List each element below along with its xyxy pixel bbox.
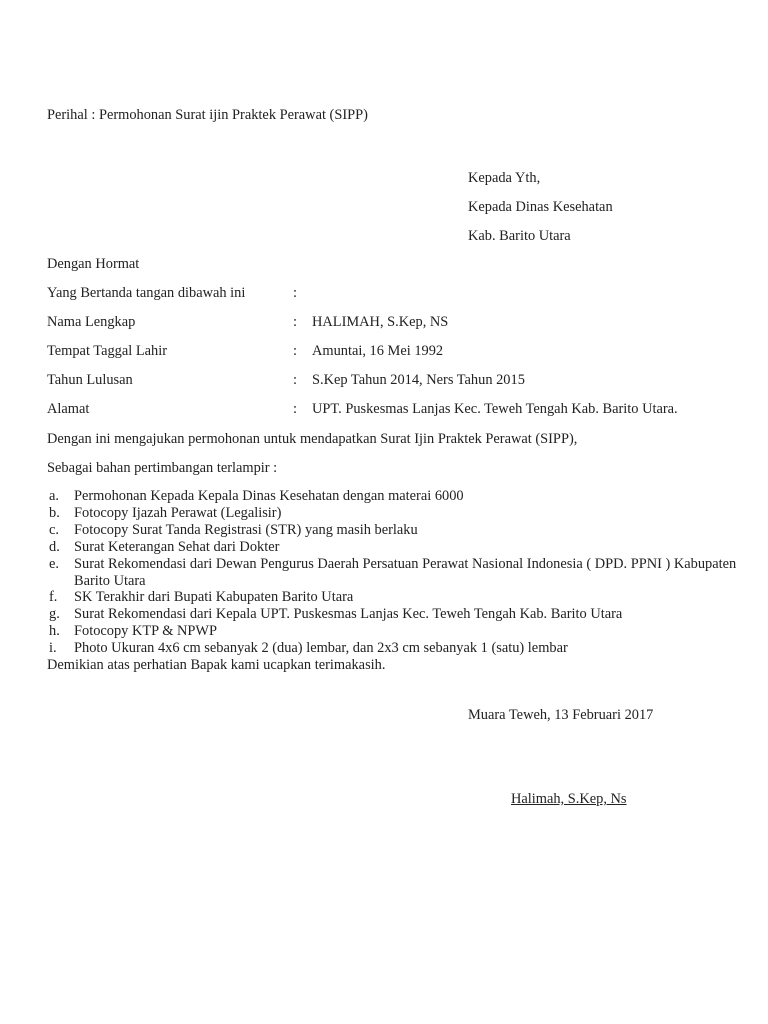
attachment-item [47,589,747,606]
field-label: Yang Bertanda tangan dibawah ini [47,285,246,301]
field-label: Tahun Lulusan [47,372,133,388]
attachment-text: Fotocopy Ijazah Perawat (Legalisir) [74,504,282,521]
attachment-item [47,556,747,590]
field-value: Amuntai, 16 Mei 1992 [312,343,444,359]
attachment-text: Surat Keterangan Sehat dari Dokter [74,538,280,555]
field-colon: : [293,343,297,359]
field-label: Alamat [47,401,90,417]
attachment-text: SK Terakhir dari Bupati Kabupaten Barito Utara [74,589,354,606]
list-marker: h. [49,623,60,640]
recipient-line: Kepada Yth, [468,170,541,186]
recipient-block [468,170,613,257]
list-marker: g. [49,606,60,623]
list-marker: b. [49,504,60,521]
field-value: S.Kep Tahun 2014, Ners Tahun 2015 [312,372,525,388]
attachment-item [47,488,747,505]
attachments-heading: Sebagai bahan pertimbangan terlampir : [47,460,278,476]
list-marker: d. [49,538,60,555]
list-marker: a. [49,488,59,504]
recipient-line: Kab. Barito Utara [468,228,571,244]
closing-paragraph: Demikian atas perhatian Bapak kami ucapkan terimakasih. [47,657,386,673]
attachment-item [47,623,747,640]
attachment-item [47,640,747,657]
attachment-item [47,606,747,623]
field-colon: : [293,372,297,388]
intro-paragraph: Dengan ini mengajukan permohonan untuk mendapatkan Surat Ijin Praktek Perawat (SIPP), [47,431,578,447]
attachments-list [47,488,747,657]
field-label: Tempat Taggal Lahir [47,343,167,359]
recipient-line: Kepada Dinas Kesehatan [468,199,613,215]
list-marker: c. [49,521,59,538]
field-value: UPT. Puskesmas Lanjas Kec. Teweh Tengah Kab. Barito Utara. [312,401,678,417]
attachment-item [47,539,747,556]
attachment-text: Surat Rekomendasi dari Kepala UPT. Puskesmas Lanjas Kec. Teweh Tengah Kab. Barito Utara [74,606,623,623]
field-value: HALIMAH, S.Kep, NS [312,314,449,330]
place-date: Muara Teweh, 13 Februari 2017 [468,707,654,723]
attachment-text: Fotocopy Surat Tanda Registrasi (STR) yang masih berlaku [74,521,418,538]
field-label: Nama Lengkap [47,314,136,330]
attachment-text: Surat Rekomendasi dari Dewan Pengurus Daerah Persatuan Perawat Nasional Indonesia ( DPD. PPNI ) Kabupaten Barito Utara [74,555,737,589]
salutation: Dengan Hormat [47,256,140,272]
list-marker: e. [49,555,59,572]
field-colon: : [293,285,297,301]
field-colon: : [293,401,297,417]
signature-name: Halimah, S.Kep, Ns [511,791,627,807]
list-marker: i. [49,640,57,657]
field-colon: : [293,314,297,330]
attachment-text: Fotocopy KTP & NPWP [74,623,217,640]
attachment-text: Permohonan Kepada Kepala Dinas Kesehatan dengan materai 6000 [74,488,464,504]
list-marker: f. [49,589,58,606]
attachment-item [47,522,747,539]
attachment-item [47,505,747,522]
letter-subject: Perihal : Permohonan Surat ijin Praktek Perawat (SIPP) [47,107,368,123]
attachment-text: Photo Ukuran 4x6 cm sebanyak 2 (dua) lembar, dan 2x3 cm sebanyak 1 (satu) lembar [74,640,568,657]
